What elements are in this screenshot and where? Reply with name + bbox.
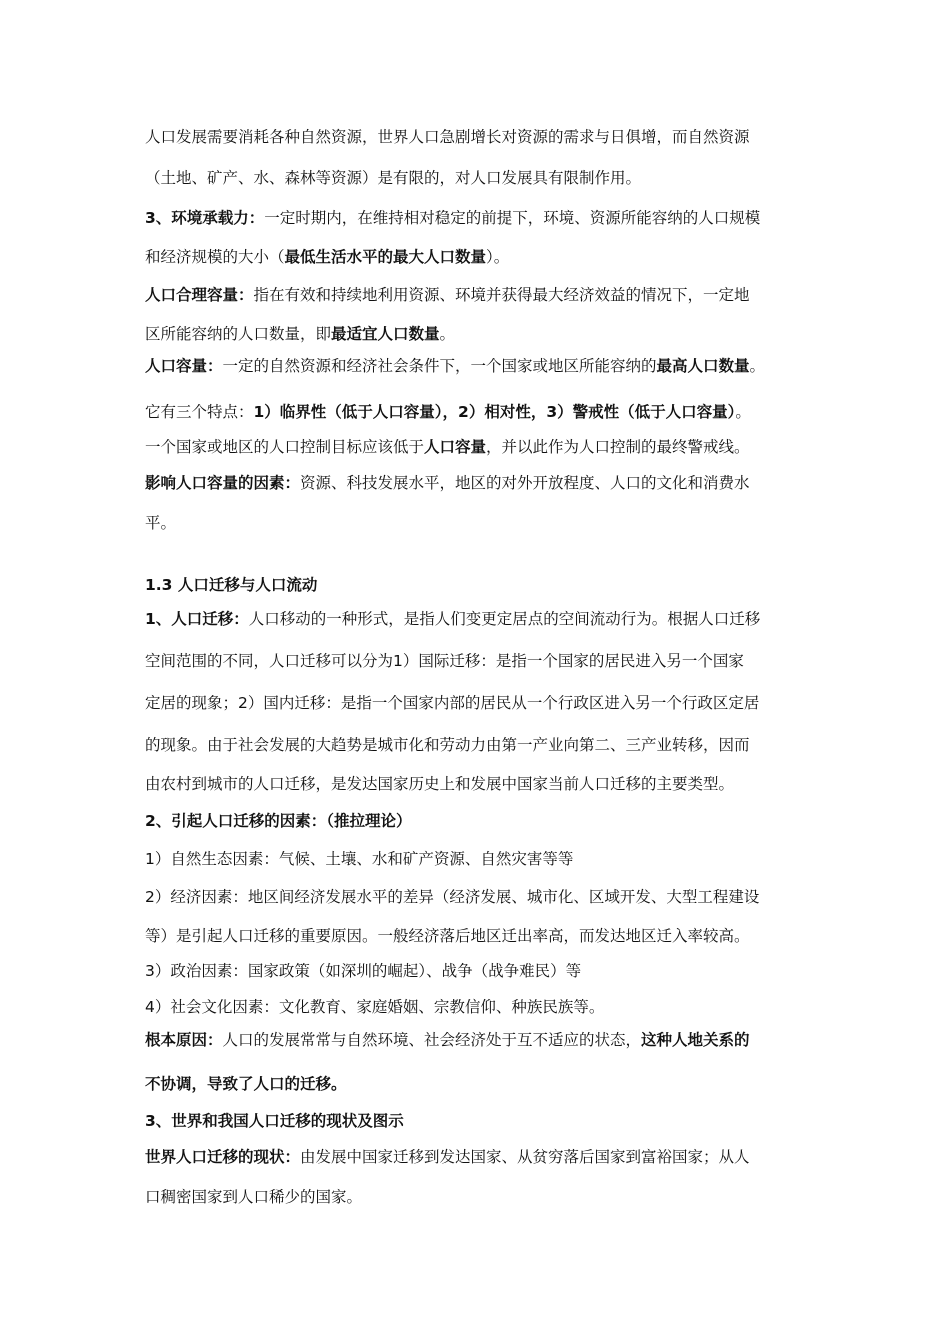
text: 指在有效和持续地利用资源、环境并获得最大经济效益的情况下，一定地 — [253, 286, 750, 304]
bold-text: 最适宜人口数量 — [331, 325, 440, 343]
text: 人口发展需要消耗各种自然资源，世界人口急剧增长对资源的需求与日俱增，而自然资源 — [145, 128, 750, 146]
text-line — [145, 1073, 825, 1095]
text: 定居的现象；2）国内迁移：是指一个国家内部的居民从一个行政区进入另一个行政区定居 — [145, 694, 760, 712]
text-line — [145, 126, 825, 148]
text: 空间范围的不同，人口迁移可以分为1）国际迁移：是指一个国家的居民进入另一个国家 — [145, 652, 744, 670]
bold-text: 3、环境承载力： — [145, 209, 265, 227]
text-line — [145, 323, 825, 345]
bold-text: 这种人地关系的 — [641, 1031, 750, 1049]
bold-text: 不协调，导致了人口的迁移。 — [145, 1075, 347, 1093]
text: 。 — [735, 403, 751, 421]
text-line — [145, 734, 825, 756]
bold-text: 世界人口迁移的现状： — [145, 1148, 301, 1166]
bold-text: 人口容量： — [145, 357, 223, 375]
text: 资源、科技发展水平，地区的对外开放程度、人口的文化和消费水 — [300, 474, 750, 492]
text-line — [145, 996, 825, 1018]
text: 的现象。由于社会发展的大趋势是城市化和劳动力由第一产业向第二、三产业转移，因而 — [145, 736, 750, 754]
text-line — [145, 1029, 825, 1051]
text: 等）是引起人口迁移的重要原因。一般经济落后地区迁出率高，而发达地区迁入率较高。 — [145, 927, 750, 945]
text: 。 — [749, 357, 766, 375]
text: 区所能容纳的人口数量，即 — [145, 325, 332, 343]
text-line — [145, 1186, 825, 1208]
text: 一定的自然资源和经济社会条件下，一个国家或地区所能容纳的 — [222, 357, 657, 375]
text-line — [145, 960, 825, 982]
text-line — [145, 925, 825, 947]
text-line — [145, 886, 825, 908]
text-line — [145, 608, 825, 630]
text-line — [145, 355, 825, 377]
text: 一个国家或地区的人口控制目标应该低于 — [145, 438, 425, 456]
text: 一定时期内，在维持相对稳定的前提下，环境、资源所能容纳的人口规模 — [264, 209, 761, 227]
text-line — [145, 848, 825, 870]
text: 。 — [439, 325, 456, 343]
text: 和经济规模的大小（ — [145, 248, 285, 266]
text: （土地、矿产、水、森林等资源）是有限的，对人口发展具有限制作用。 — [145, 169, 642, 187]
text: 3）政治因素：国家政策（如深圳的崛起）、战争（战争难民）等 — [145, 962, 582, 980]
bold-text: 2、引起人口迁移的因素：（推拉理论） — [145, 812, 412, 830]
text: 2）经济因素：地区间经济发展水平的差异（经济发展、城市化、区域开发、大型工程建设 — [145, 888, 760, 906]
text-line — [145, 650, 825, 672]
text: 人口移动的一种形式，是指人们变更定居点的空间流动行为。根据人口迁移 — [248, 610, 761, 628]
text: 人口的发展常常与自然环境、社会经济处于互不适应的状态， — [222, 1031, 642, 1049]
text: 4）社会文化因素：文化教育、家庭婚姻、宗教信仰、种族民族等。 — [145, 998, 605, 1016]
bold-text: 根本原因： — [145, 1031, 223, 1049]
text-line — [145, 284, 825, 306]
text: ，并以此作为人口控制的最终警戒线。 — [486, 438, 750, 456]
text-line — [145, 773, 825, 795]
text-line — [145, 1146, 825, 1168]
bold-text: 人口容量 — [424, 438, 487, 456]
bold-text: 1.3 人口迁移与人口流动 — [145, 576, 318, 594]
bold-text: 人口合理容量： — [145, 286, 254, 304]
text-line — [145, 1110, 825, 1132]
text-line — [145, 574, 825, 596]
text: ）。 — [486, 248, 510, 266]
text: 由农村到城市的人口迁移，是发达国家历史上和发展中国家当前人口迁移的主要类型。 — [145, 775, 735, 793]
bold-text: 最高人口数量 — [656, 357, 750, 375]
text: 1）自然生态因素：气候、土壤、水和矿产资源、自然灾害等等 — [145, 850, 574, 868]
bold-text: 最低生活水平的最大人口数量 — [284, 248, 487, 266]
text-line — [145, 401, 825, 423]
bold-text: 3、世界和我国人口迁移的现状及图示 — [145, 1112, 404, 1130]
text-line — [145, 692, 825, 714]
text: 口稠密国家到人口稀少的国家。 — [145, 1188, 363, 1206]
bold-text: 1、人口迁移： — [145, 610, 249, 628]
text-line — [145, 207, 825, 229]
text-line — [145, 246, 825, 268]
text-line — [145, 512, 825, 534]
text-line — [145, 167, 825, 189]
text-line — [145, 436, 825, 458]
text: 平。 — [145, 514, 177, 532]
text: 由发展中国家迁移到发达国家、从贫穷落后国家到富裕国家；从人 — [300, 1148, 750, 1166]
text-line — [145, 810, 825, 832]
text-line — [145, 472, 825, 494]
bold-text: 影响人口容量的因素： — [145, 474, 301, 492]
bold-text: 1）临界性（低于人口容量），2）相对性，3）警戒性（低于人口容量） — [253, 403, 736, 421]
text: 它有三个特点： — [145, 403, 254, 421]
